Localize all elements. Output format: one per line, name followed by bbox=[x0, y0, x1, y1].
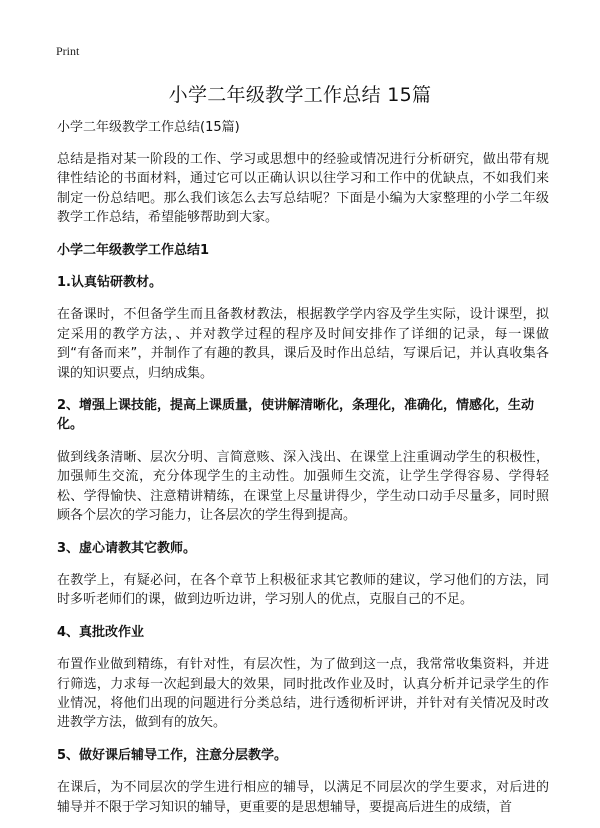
document-body bbox=[57, 118, 549, 828]
section-title: 小学二年级教学工作总结1 bbox=[57, 242, 210, 258]
intro-paragraph: 总结是指对某一阶段的工作、学习或思想中的经验或情况进行分析研究，做出带有规律性结论的书面材料，通过它可以正确认识以往学习和工作中的优缺点，不如我们来制定一份总结吧。那么我们该怎么去写总结呢？下面是小编为大家整理的小学二年级教学工作总结，希望能够帮助到大家。 bbox=[57, 152, 549, 226]
document-title: 小学二年级教学工作总结 15篇 bbox=[168, 84, 432, 106]
item-body-4: 布置作业做到精练，有针对性，有层次性，为了做到这一点，我常常收集资料，并进行筛选，力求每一次起到最大的效果，同时批改作业及时，认真分析并记录学生的作业情况，将他们出现的问题进行分类总结，进行透彻析评讲，并针对有关情况及时改进教学方法，做到有的放矢。 bbox=[57, 657, 549, 731]
item-body-3: 在教学上，有疑必问，在各个章节上积极征求其它教师的建议，学习他们的方法，同时多听老师们的课，做到边听边讲，学习别人的优点，克服自己的不足。 bbox=[57, 572, 549, 608]
item-heading-5: 5、做好课后辅导工作，注意分层教学。 bbox=[57, 747, 288, 763]
item-heading-1: 1.认真钻研教材。 bbox=[57, 275, 162, 291]
document-subtitle: 小学二年级教学工作总结(15篇) bbox=[57, 120, 240, 135]
item-heading-4: 4、真批改作业 bbox=[57, 624, 145, 640]
item-body-1: 在备课时，不但备学生而且备教材教法，根据教学学内容及学生实际，设计课型，拟定采用的教学方法，、并对教学过程的程序及时间安排作了详细的记录，每一课做到“有备而来”，并制作了有趣的教具，课后及时作出总结，写课后记，并认真收集各课的知识要点，归纳成集。 bbox=[57, 307, 549, 381]
item-heading-3: 3、虚心请教其它教师。 bbox=[57, 540, 197, 556]
print-label: Print bbox=[56, 44, 80, 58]
item-body-5: 在课后，为不同层次的学生进行相应的辅导，以满足不同层次的学生要求，对后进的辅导并不限于学习知识的辅导，更重要的是思想辅导，要提高后进生的成绩，首 bbox=[57, 780, 549, 815]
item-heading-2: 2、增强上课技能，提高上课质量，使讲解清晰化，条理化，准确化，情感化，生动化。 bbox=[57, 398, 535, 433]
item-body-2: 做到线条清晰、层次分明、言简意赅、深入浅出、在课堂上注重调动学生的积极性，加强师生交流，充分体现学生的主动性。加强师生交流，让学生学得容易、学得轻松、学得愉快、注意精讲精练，在课堂上尽量讲得少，学生动口动手尽量多，同时照顾各个层次的学习能力，让各层次的学生得到提高。 bbox=[57, 449, 549, 524]
